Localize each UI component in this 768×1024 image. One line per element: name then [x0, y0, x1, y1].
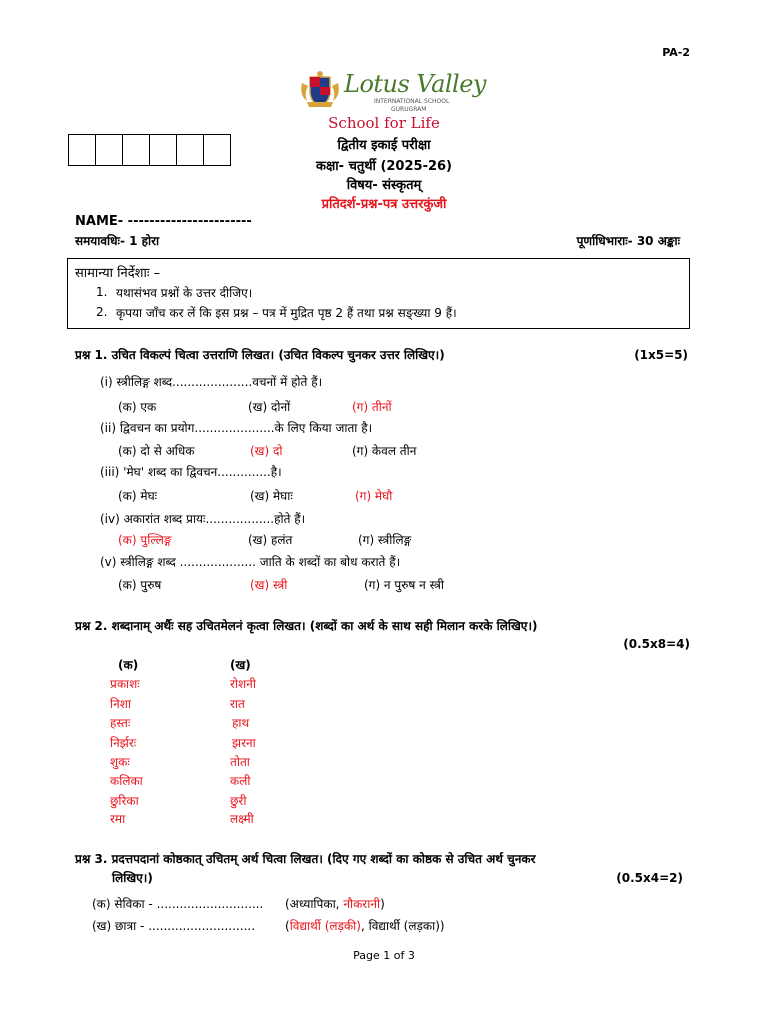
q1-option-answer: (ग) मेघौ — [355, 489, 393, 503]
q2-word: शुकः — [110, 755, 130, 769]
q1-option: (ख) मेघाः — [250, 489, 293, 503]
q3-option-open: (अध्यापिका, — [285, 897, 344, 911]
q1-question: (ii) द्विवचन का प्रयोग.....................के लिए किया जाता है। — [100, 421, 373, 435]
school-logo-text: Lotus Valley — [344, 70, 486, 98]
q1-option: (क) पुरुष — [118, 578, 162, 592]
max-marks: पूर्णाधिभाराः- 30 अङ्काः — [576, 234, 680, 248]
q1-marks: (1x5=5) — [634, 348, 688, 362]
q2-word: हस्तः — [110, 716, 131, 730]
q1-option: (ग) न पुरुष न स्त्री — [364, 578, 445, 592]
school-crest-icon — [299, 69, 341, 109]
q2-column-b-header: (ख) — [230, 658, 251, 672]
time-allowed: समयावधिः- 1 होरा — [75, 234, 160, 248]
q1-option: (क) एक — [118, 400, 157, 414]
q1-option: (ख) दोनों — [248, 400, 291, 414]
q2-meaning: कली — [230, 774, 251, 788]
q1-option: (ग) केवल तीन — [352, 444, 417, 458]
roll-number-boxes — [68, 134, 231, 166]
instruction-text: कृपया जाँच कर लें कि इस प्रश्न – पत्र में मुद्रित पृष्ठ 2 हैं तथा प्रश्न सङ्ख्या 9 हैं। — [116, 306, 457, 320]
q1-option: (क) मेघः — [118, 489, 158, 503]
school-logo-subtext-1: INTERNATIONAL SCHOOL — [374, 98, 450, 105]
exam-title: द्वितीय इकाई परीक्षा — [337, 138, 431, 153]
q2-meaning: छुरी — [230, 794, 247, 808]
q2-word: कलिका — [110, 774, 143, 788]
roll-box — [123, 135, 150, 165]
q2-title: प्रश्न 2. शब्दानाम् अर्थैः सह उचितमेलनं कृत्वा लिखत। (शब्दों का अर्थ के साथ सही मिलान करके लिखिए।) — [75, 619, 538, 633]
q2-word: प्रकाशः — [110, 677, 140, 691]
q3-option-close: ) — [380, 897, 385, 911]
q2-word: छुरिका — [110, 794, 139, 808]
q1-option-answer: (ग) तीनों — [352, 400, 392, 414]
q1-question: (iii) 'मेघ' शब्द का द्विवचन..............है। — [100, 465, 282, 479]
q2-marks: (0.5x8=4) — [623, 637, 690, 651]
q2-word: रमा — [110, 812, 126, 826]
instruction-number: 2. — [96, 305, 108, 319]
q2-meaning: लक्ष्मी — [230, 812, 254, 826]
q1-option: (क) दो से अधिक — [118, 444, 195, 458]
q3-answer: विद्यार्थी (लड़की) — [289, 919, 361, 933]
q1-question: (i) स्त्रीलिङ्ग शब्द.....................वचनों में होते हैं। — [100, 375, 323, 389]
roll-box — [96, 135, 123, 165]
q3-question: (क) सेविका - ............................ — [92, 897, 264, 911]
q1-title: प्रश्न 1. उचित विकल्पं चित्वा उत्तराणि लिखत। (उचित विकल्प चुनकर उत्तर लिखिए।) — [75, 348, 445, 362]
q3-options — [285, 917, 445, 934]
roll-box — [69, 135, 96, 165]
q1-question: (v) स्त्रीलिङ्ग शब्द .................... जाति के शब्दों का बोध कराते हैं। — [100, 555, 401, 569]
q3-options — [285, 895, 385, 912]
page-footer: Page 1 of 3 — [353, 949, 415, 962]
q1-option-answer: (ख) दो — [250, 444, 283, 458]
q2-meaning: रात — [230, 697, 245, 711]
q2-column-a-header: (क) — [118, 658, 139, 672]
q3-title-continued: लिखिए।) — [112, 871, 153, 885]
q2-meaning: रोशनी — [230, 677, 256, 691]
instruction-number: 1. — [96, 285, 108, 299]
q2-meaning: हाथ — [232, 716, 250, 730]
paper-type: प्रतिदर्श-प्रश्न-पत्र उत्तरकुंजी — [321, 197, 447, 212]
q1-option: (ख) हलंत — [248, 533, 293, 547]
q2-word: निर्झरः — [110, 736, 137, 750]
q3-marks: (0.5x4=2) — [616, 871, 683, 885]
class-line: कक्षा- चतुर्थी (2025-26) — [315, 159, 452, 174]
q2-word: निशा — [110, 697, 132, 711]
q3-option-close: , विद्यार्थी (लड़का)) — [360, 919, 445, 933]
q1-option: (ग) स्त्रीलिङ्ग — [358, 533, 412, 547]
q3-option-open: ( — [285, 919, 290, 933]
instruction-text: यथासंभव प्रश्नों के उत्तर दीजिए। — [116, 286, 253, 300]
roll-box — [150, 135, 177, 165]
q3-answer: नौकरानी — [343, 897, 381, 911]
q1-option-answer: (ख) स्त्री — [250, 578, 288, 592]
instructions-title: सामान्या निर्देशाः – — [75, 266, 161, 281]
tagline: School for Life — [328, 114, 440, 132]
q2-meaning: झरना — [232, 736, 256, 750]
roll-box — [177, 135, 204, 165]
page-code: PA-2 — [662, 46, 690, 59]
q1-question: (iv) अकारांत शब्द प्रायः..................होते हैं। — [100, 512, 306, 526]
school-logo-subtext-2: GURUGRAM — [391, 106, 427, 113]
roll-box — [204, 135, 230, 165]
q3-question: (ख) छात्रा - ............................ — [92, 919, 256, 933]
q2-meaning: तोता — [230, 755, 250, 769]
q1-option-answer: (क) पुल्लिङ्ग — [118, 533, 172, 547]
subject-line: विषय- संस्कृतम् — [346, 178, 422, 193]
name-line: NAME- ----------------------- — [75, 214, 252, 229]
q3-title: प्रश्न 3. प्रदत्तपदानां कोष्ठकात् उचितम् अर्थ चित्वा लिखत। (दिए गए शब्दों का कोष्ठक से उचित अर्थ चुनकर — [75, 852, 536, 866]
